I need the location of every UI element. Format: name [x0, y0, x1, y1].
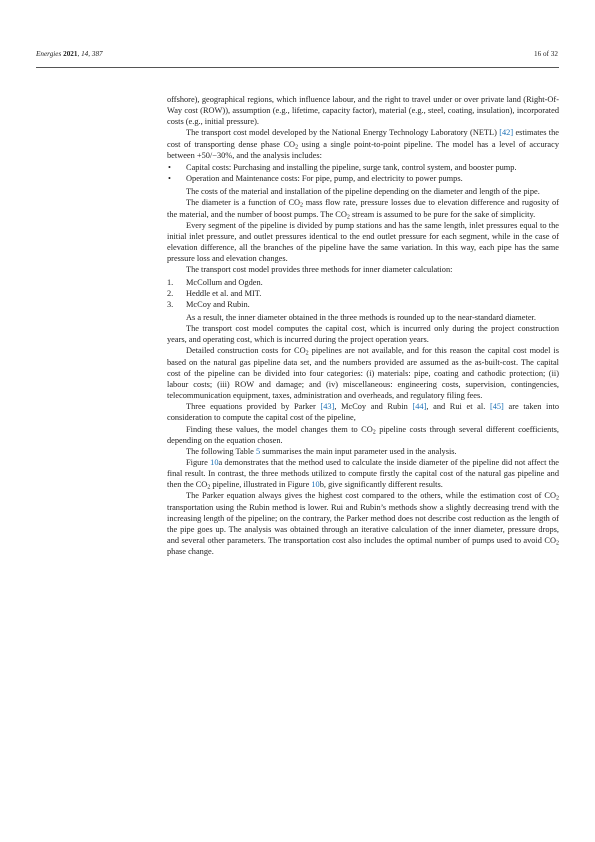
paragraph-table-ref: The following Table 5 summarises the main input parameter used in the analysis. [186, 446, 457, 456]
table-link[interactable]: 5 [255, 446, 261, 456]
page-number: 16 of 32 [534, 50, 558, 58]
list-item: 2. Heddle et al. and MIT. [167, 288, 262, 298]
paragraph-equations: Three equations provided by Parker [43], McCoy and Rubin [44], and Rui et al. [45] are taken into consideration to compute the capital cost of the pipeline, [167, 402, 560, 423]
article-body [167, 94, 559, 557]
paragraph-parker-comparison: The Parker equation always gives the highest cost compared to the others, while the estimation cost of $CO_2$ transportation using the Rubin method is lower. Rui and Rubin’s methods show a slightly decreasing trend with the increasing length of the pipeline; on the contrary, the Parker method does not describe cost reduction as the length of the pipe goes up. The analysis was obtained through an iterative calculation of the inner diameter, pressure drops, and several other parameters. The transportation cost also includes the optimal number of pumps used to avoid $CO_2$ phase change. [167, 491, 559, 557]
paragraph-coefficients: Finding these values, the model changes them to $CO_2$ pipeline costs through several different coefficients, depending on the equation chosen. [167, 424, 559, 445]
figure-link[interactable]: 10 [210, 458, 219, 467]
list-item: 3. McCoy and Rubin. [167, 299, 250, 309]
list-item: 1. McCollum and Ogden. [167, 277, 263, 287]
methods-list [167, 277, 559, 310]
citation-link[interactable]: [44] [412, 402, 427, 412]
header-rule [36, 67, 559, 68]
cost-bullet-list [167, 162, 559, 184]
paragraph-continuation: offshore), geographical regions, which influence labour, and the right to travel under or over private land (Right-Of-Way cost (ROW)), assumption (e.g., lifetime, capacity factor), material (e.g., steel, coating, insulation), incorporated costs (e.g., initial pressure). [167, 95, 559, 127]
citation-link[interactable]: [43] [320, 402, 335, 412]
figure-link[interactable]: 10 [311, 480, 320, 490]
running-header [36, 50, 558, 58]
list-item: • Operation and Maintenance costs: For pipe, pump, and electricity to power pumps. [167, 173, 559, 184]
paragraph-rounding: As a result, the inner diameter obtained in the three methods is rounded up to the near-standard diameter. [186, 312, 536, 322]
citation-link[interactable]: [42] [499, 128, 514, 138]
paragraph-capital-operating: The transport cost model computes the capital cost, which is incurred only during the project construction years, and operating cost, which is incurred during the project operation years. [167, 324, 559, 345]
paragraph-netl-model: The transport cost model developed by the National Energy Technology Laboratory (NETL) [42] estimates the cost of transporting dense phase $CO_2$ using a single point-to-point pipeline. The model has a level of accuracy between +50/−30%, and the analysis includes: [167, 128, 560, 160]
citation-link[interactable]: [45] [489, 402, 504, 412]
paragraph-material-costs: The costs of the material and installation of the pipeline depending on the diameter and length of the pipe. [186, 187, 540, 197]
paragraph-segments: Every segment of the pipeline is divided by pump stations and has the same length, inlet pressures equal to the initial inlet pressure, and outlet pressures identical to the end outlet pressure for each segment, while in the case of elevation difference, all the branches of the pipeline have the same variation. In this way, each pipe has the same pressure loss and elevation changes. [167, 220, 559, 264]
journal-citation: Energies 2021, 14, 387 [36, 50, 103, 58]
list-item: • Capital costs: Purchasing and installing the pipeline, surge tank, control system, and booster pump. [167, 162, 559, 173]
paragraph-methods-intro: The transport cost model provides three methods for inner diameter calculation: [186, 265, 453, 275]
paragraph-figure-results: Figure 10a demonstrates that the method used to calculate the inside diameter of the pipeline did not affect the final result. In contrast, the three methods utilized to compute firstly the capital cost of the natural gas pipeline and then the $CO_2$ pipeline, illustrated in Figure 10b, give significantly different results. [167, 458, 559, 491]
paragraph-construction-costs: Detailed construction costs for $CO_2$ pipelines are not available, and for this reason the capital cost model is based on the natural gas pipeline data set, and the numbers provided are assumed as the as-built-cost. The capital cost of the pipeline can be divided into four categories: (i) materials: pipe, coating and cathodic protection; (ii) labour costs; (iii) ROW and damage; and (iv) miscellaneous: engineering costs, supervision, contingencies, telecommunication equipment, taxes, administration and overheads, and regulatory filing fees. [167, 346, 560, 401]
paragraph-diameter: The diameter is a function of $CO_2$ mass flow rate, pressure losses due to elevation difference and rugosity of the material, and the number of boost pumps. The $CO_2$ stream is assumed to be pure for the sake of simplicity. [167, 198, 559, 221]
